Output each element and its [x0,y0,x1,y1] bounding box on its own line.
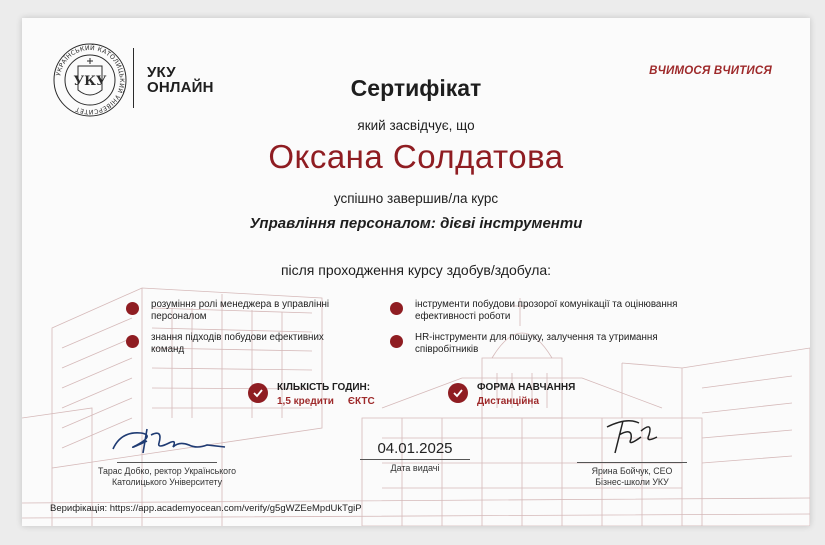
recipient-name: Оксана Солдатова [268,138,564,175]
acquired-heading: після проходження курсу здобув/здобула: [280,262,552,278]
skill-item: HR-інструменти для пошуку, залучення та утримання співробітників [390,332,710,356]
motto: ВЧИМОСЯ ВЧИТИСЯ [649,65,772,77]
form-value: Дистанційна [477,396,540,407]
bullet-icon [390,335,403,348]
skill-item: інструменти побудови прозорої комунікації та оцінювання ефективності роботи [390,299,710,323]
signer-right-line1: Ярина Бойчук, CEO [591,466,673,476]
seal-ring-text: УКРАЇНСЬКИЙ КАТОЛИЦЬКИЙ УНІВЕРСИТЕТ [55,44,126,116]
signature-ceo [557,413,707,488]
issue-date-label: Дата видачі [390,463,440,473]
seal-monogram: УКУ [73,74,107,89]
issue-date-block [360,440,470,473]
hours-value: 1,5 кредити [277,396,334,407]
bullet-icon [126,335,139,348]
skill-item: розуміння ролі менеджера в управлінні персоналом [126,299,366,323]
study-form [448,382,575,407]
form-label: ФОРМА НАВЧАННЯ [477,382,576,393]
certifies-text: який засвідчує, що [357,118,475,133]
bullet-icon [390,302,403,315]
hours-label: КІЛЬКІСТЬ ГОДИН: [277,382,371,393]
certificate-title: Сертифікат [350,75,482,101]
verification-link[interactable]: Верифікація: https://app.academyocean.com/verify/g5gWZEeMpdUkTgiP [50,503,362,514]
course-hours [248,382,375,407]
signer-left-line1: Тарас Добко, ректор Українського [98,466,236,476]
check-icon [448,383,468,403]
issue-date: 04.01.2025 [377,440,453,457]
hours-unit: ЄКТС [347,396,375,407]
signer-left-line2: Католицького Університету [111,477,223,487]
check-icon [248,383,268,403]
logo-line-1: УКУ [147,64,176,81]
certificate [22,18,810,526]
bullet-icon [126,302,139,315]
handwritten-signature [597,413,667,457]
course-title: Управління персоналом: дієві інструменти [249,215,583,232]
logo-line-2: ОНЛАЙН [147,79,214,96]
handwritten-signature [107,423,227,457]
signature-rector [82,423,252,488]
completed-text: успішно завершив/ла курс [333,191,499,206]
signer-right-line2: Бізнес-школи УКУ [595,477,669,487]
skill-item: знання підходів побудови ефективних команд [126,332,366,356]
